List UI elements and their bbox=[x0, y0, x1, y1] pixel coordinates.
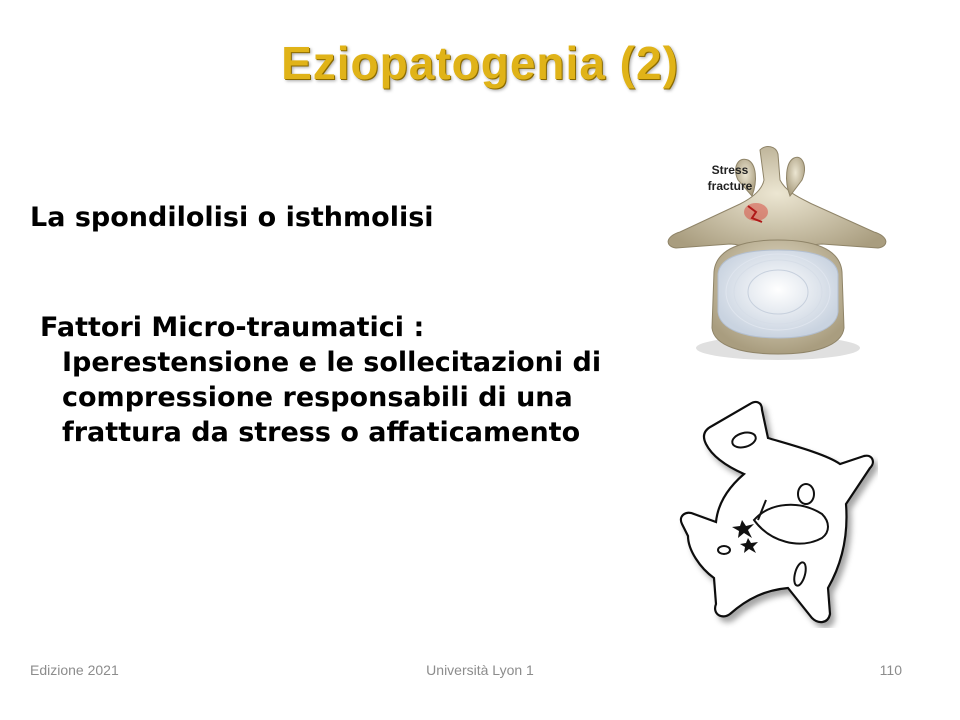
vertebra-stress-fracture-illustration bbox=[652, 140, 902, 370]
stress-label-line1: Stress bbox=[711, 163, 749, 177]
slide-title: Eziopatogenia (2) bbox=[281, 37, 679, 89]
body-first-line: Fattori Micro-traumatici : bbox=[40, 312, 425, 343]
footer-edition: Edizione 2021 bbox=[30, 662, 119, 678]
vertebra-line-drawing bbox=[678, 392, 878, 628]
body-paragraph: Iperestensione e le sollecitazioni di compressione responsabili di una frattura da stress o affaticamento bbox=[62, 347, 602, 448]
footer-university: Università Lyon 1 bbox=[426, 662, 534, 678]
slide-heading: La spondilolisi o isthmolisi bbox=[30, 202, 434, 233]
slide-body bbox=[40, 310, 640, 450]
stress-label-line2: fracture bbox=[707, 179, 753, 193]
footer-page-number: 110 bbox=[879, 662, 902, 678]
